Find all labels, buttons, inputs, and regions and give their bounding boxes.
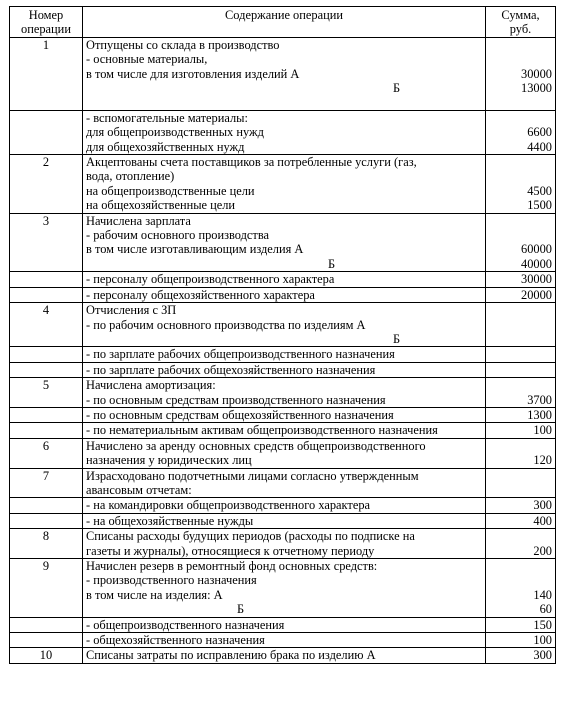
table-row xyxy=(10,303,556,347)
table-row xyxy=(10,213,556,272)
operation-number: 1 xyxy=(10,37,83,110)
table-row xyxy=(10,423,556,438)
table-row xyxy=(10,559,556,618)
operation-content: Начислена зарплата - рабочим основного производства в том числе изготавливающим изделия А Б xyxy=(83,213,486,272)
table-row xyxy=(10,438,556,468)
operation-number: 4 xyxy=(10,303,83,347)
table-header-row xyxy=(10,7,556,38)
operation-content: Отпущены со склада в производство - основные материалы, в том числе для изготовления изделий А Б xyxy=(83,37,486,110)
operation-number: 2 xyxy=(10,155,83,214)
table-row xyxy=(10,529,556,559)
operation-content: Начислена амортизация: - по основным средствам производственного назначения xyxy=(83,378,486,408)
operation-content: Израсходовано подотчетными лицами согласно утвержденным авансовым отчетам: xyxy=(83,468,486,498)
operation-amount: 1300 xyxy=(486,407,556,422)
operation-content: - по основным средствам общехозяйственного назначения xyxy=(83,407,486,422)
operation-content: - по нематериальным активам общепроизводственного назначения xyxy=(83,423,486,438)
operation-content: Списаны расходы будущих периодов (расходы по подписке на газеты и журналы), относящиеся к отчетному периоду xyxy=(83,529,486,559)
operation-amount: 60000 40000 xyxy=(486,213,556,272)
operation-number: 3 xyxy=(10,213,83,272)
header-operation-content: Содержание операции xyxy=(83,7,486,38)
table-row xyxy=(10,110,556,154)
operation-amount: 140 60 xyxy=(486,559,556,618)
operation-number: 5 xyxy=(10,378,83,408)
operation-amount: 400 xyxy=(486,513,556,528)
operation-number: 8 xyxy=(10,529,83,559)
operation-amount: 150 xyxy=(486,617,556,632)
operation-content: - по зарплате рабочих общехозяйственного назначения xyxy=(83,362,486,377)
operations-table xyxy=(9,6,556,664)
table-row xyxy=(10,648,556,663)
operation-amount: 200 xyxy=(486,529,556,559)
operation-amount: 6600 4400 xyxy=(486,110,556,154)
operation-content: Списаны затраты по исправлению брака по изделию А xyxy=(83,648,486,663)
table-row xyxy=(10,272,556,287)
operation-number: 6 xyxy=(10,438,83,468)
operation-amount: 120 xyxy=(486,438,556,468)
operation-content: Начислено за аренду основных средств общепроизводственного назначения у юридических лиц xyxy=(83,438,486,468)
operation-content: - персоналу общехозяйственного характера xyxy=(83,287,486,302)
operation-amount: 300 xyxy=(486,498,556,513)
operation-amount: 30000 13000 xyxy=(486,37,556,110)
operation-content: - общехозяйственного назначения xyxy=(83,633,486,648)
operation-content: - вспомогательные материалы: для общепроизводственных нужд для общехозяйственных нужд xyxy=(83,110,486,154)
operation-content: Отчисления с ЗП - по рабочим основного производства по изделиям А Б xyxy=(83,303,486,347)
table-row xyxy=(10,513,556,528)
operation-number: 7 xyxy=(10,468,83,498)
table-row xyxy=(10,617,556,632)
operation-amount: 3700 xyxy=(486,378,556,408)
operation-amount: 100 xyxy=(486,633,556,648)
operation-content: - на общехозяйственные нужды xyxy=(83,513,486,528)
operation-number: 10 xyxy=(10,648,83,663)
operation-content: Начислен резерв в ремонтный фонд основных средств: - производственного назначения в том числе на изделия: А Б xyxy=(83,559,486,618)
operation-amount: 20000 xyxy=(486,287,556,302)
table-row xyxy=(10,287,556,302)
table-row xyxy=(10,407,556,422)
operation-amount: 4500 1500 xyxy=(486,155,556,214)
operation-content: Акцептованы счета поставщиков за потребленные услуги (газ, вода, отопление) на общепроизводственные цели на общехозяйственные цели xyxy=(83,155,486,214)
table-row xyxy=(10,155,556,214)
header-operation-number: Номер операции xyxy=(10,7,83,38)
table-row xyxy=(10,378,556,408)
table-row xyxy=(10,347,556,362)
table-row xyxy=(10,498,556,513)
operation-content: - персоналу общепроизводственного характера xyxy=(83,272,486,287)
operation-amount: 30000 xyxy=(486,272,556,287)
table-row xyxy=(10,633,556,648)
table-row xyxy=(10,362,556,377)
operation-number: 9 xyxy=(10,559,83,618)
operation-content: - на командировки общепроизводственного характера xyxy=(83,498,486,513)
operation-content: - по зарплате рабочих общепроизводственного назначения xyxy=(83,347,486,362)
operation-amount: 300 xyxy=(486,648,556,663)
operation-content: - общепроизводственного назначения xyxy=(83,617,486,632)
operation-amount: 100 xyxy=(486,423,556,438)
header-amount: Сумма, руб. xyxy=(486,7,556,38)
table-row xyxy=(10,468,556,498)
table-row xyxy=(10,37,556,110)
